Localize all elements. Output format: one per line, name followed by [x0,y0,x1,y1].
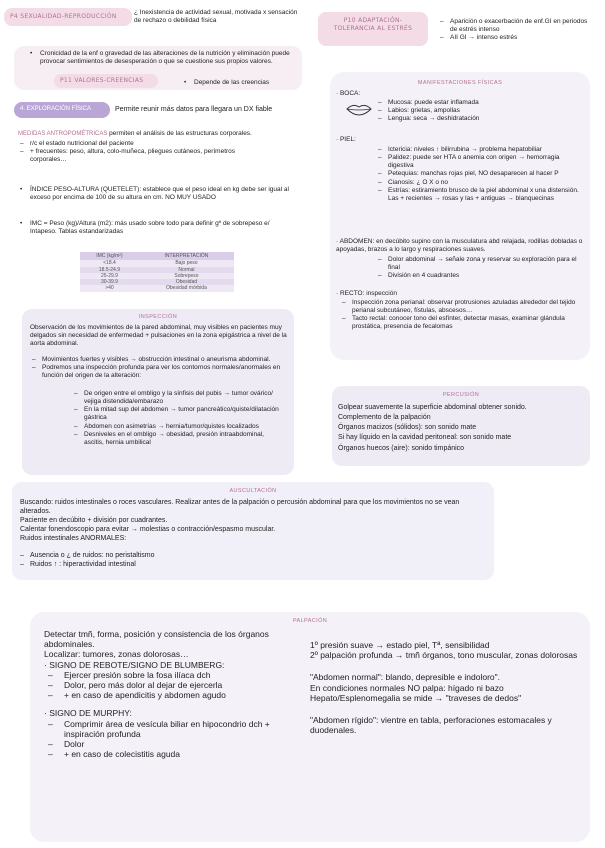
exploracion-intro: Permite reunir más datos para llegara un DX fiable [115,106,273,113]
table-header: IMC (kg/m²) [96,253,123,259]
table-row: 25-29.9 Sobrepeso [80,273,234,279]
palpacion-right-line: "Abdomen rígido": vientre en tabla, perforaciones estomacales y duodenales. [310,714,552,736]
imc-table [80,252,234,292]
lips-icon [346,102,372,119]
list-item: – Ruidos ↑ : hiperactividad intestinal [20,561,320,570]
list-item: – División en 4 cuadrantes [378,272,582,280]
percusion-line: Si hay líquido en la cavidad peritoneal: son sonido mate [338,434,512,442]
list-item: – Dolor [48,739,304,749]
table-row: >40 Obesidad mórbida [80,285,234,291]
medidas-title: MEDIDAS ANTROPOMÉTRICAS [18,131,108,137]
tag-valores: P11 VALORES-CREENCIAS [54,74,158,88]
percusion-line: Órganos macizos (sólidos): son sonido mate [338,424,477,432]
list-item: – Lengua: seca → deshidratación [378,115,578,123]
medidas-block [18,130,308,139]
list-item: – Tacto rectal: conocer tono del esfínter, detectar masas, examinar glándula prostática, presencia de fecalomas [342,315,586,331]
list-item: – En la mitad sup del abdomen → tumor pancreático/quiste/dilatación gástrica [74,406,284,422]
percusion-title: PERCUSIÓN [442,392,480,398]
list-item: – + en caso de apendicitis y abdomen agudo [48,690,304,700]
auscultacion-title: AUSCULTACIÓN [229,488,277,494]
table-row: 18.5-24.9 Normal [80,267,234,273]
list-item: – r/c el estado nutricional del paciente [20,140,270,148]
piel-label: · PIEL: [336,136,356,143]
medidas-list [20,140,270,164]
murphy-list [44,719,304,760]
palpacion-left [44,629,304,759]
tag-exploracion: 4. EXPLORACIÓN FÍSICA [14,102,110,118]
blumberg-title: · SIGNO DE REBOTE/SIGNO DE BLUMBERG: [44,659,225,670]
list-item: – Dolor, pero más dolor al dejar de ejercerla [48,680,304,690]
auscultacion-line: Ruidos intestinales ANORMALES: [20,535,127,543]
palpacion-intro: Detectar tmñ, forma, posición y consistencia de los órganos abdominales. [44,629,269,650]
inspeccion-list [32,356,282,380]
recto-text: · RECTO: inspección [336,290,397,297]
list-item: – Ictericia: niveles ↑ bilirrubina → problema hepatobiliar [378,146,582,154]
list-item: – De origen entre el ombligo y la sínfisis del pubis → tumor ovárico/ vejiga distendida/embarazo [74,390,284,406]
manifestaciones-title: MANIFESTACIONES FÍSICAS [417,80,503,86]
inspeccion-title: INSPECCIÓN [138,314,178,320]
list-item: – Comprimir área de vesícula biliar en hipocondrio dch + inspiración profunda [48,719,304,739]
list-item: – Estrías: estiramiento brusco de la piel abdominal x una distensión. Las + recientes → rosas y las + antiguas → blanquecinas [378,187,582,203]
tag-sexualidad: P4 SEXUALIDAD-REPRODUCCIÓN [4,8,132,26]
list-item: – Desniveles en el ombligo → obesidad, presión intraabdominal, ascitis, hernia umbilical [74,431,284,447]
palpacion-right [310,640,580,735]
medidas-text: permiten el análisis de las estructuras corporales. [109,130,252,137]
auscultacion-list [20,552,320,570]
list-item: – + frecuentes: peso, altura, colo-muñeca, pliegues cutáneos, perímetros corporales… [20,148,270,164]
list-item: – Aparición o exacerbación de enf.GI en periodos de estrés intenso [440,18,590,34]
piel-list [378,146,582,203]
list-item: – + en caso de colecistitis aguda [48,749,304,759]
list-item: – Ausencia o ¿ de ruidos: no peristaltismo [20,552,320,561]
table-row: 30-39.9 Obesidad [80,279,234,285]
table-row: <18.4 Bajo peso [80,260,234,266]
list-item: – Petequias: manchas rojas piel, NO desaparecen al hacer P [378,170,582,178]
auscultacion-line: Calentar fonendoscopio para evitar → molestias o contracción/espasmo muscular. [20,526,276,534]
list-item: – Labios: grietas, ampollas [378,107,578,115]
table-header: INTERPRETACIÓN [164,253,209,259]
list-item: – Movimientos fuertes y visibles → obstrucción intestinal o aneurisma abdominal. [32,356,282,364]
palpacion-right-line: En condiciones normales NO palpa: hígado ni bazo [310,682,504,693]
list-item: – Ejercer presión sobre la fosa ilíaca dch [48,670,304,680]
list-item: – Mucosa: puede estar inflamada [378,99,578,107]
inspeccion-sublist [74,390,284,447]
indice-text: • ÍNDICE PESO-ALTURA (QUETELET): establece que el peso ideal en kg debe ser igual al exceso por encima de 100 de su altura en cm. NO MUY USADO [20,186,290,202]
palpacion-loc: Localizar: tumores, zonas dolorosas… [44,649,189,660]
tag-adaptacion: P10 ADAPTACIÓN-TOLERANCIA AL ESTRÉS [318,12,428,46]
boca-list [378,99,578,123]
blumberg-list [44,670,304,701]
valores-text: • Cronicidad de la enf o gravedad de las alteraciones de la nutrición y eliminación puede provocar sentimientos de desesperación o que se cuestione sus propios valores. [30,50,292,66]
list-item: – AII GI → intenso estrés [440,34,590,42]
abdomen-list [378,256,582,280]
auscultacion-line: Paciente en decúbito + división por cuadrantes. [20,517,168,525]
percusion-line: Complemento de la palpación [338,414,431,422]
auscultacion-lines [20,498,488,543]
sexualidad-text: ¿ Inexistencia de actividad sexual, motivada x sensación de rechazo o debilidad física [134,9,298,25]
palpacion-right-line: 1º presión suave → estado piel, Tª, sensibilidad [310,640,490,650]
imc-text: • IMC = Peso (kg)/Altura (m2): más usado sobre todo para definir gº de sobrepeso e/ Intapeso. Tablas estandarizadas [20,220,298,236]
list-item: – Cianosis: ¿ O X o no [378,179,582,187]
percusion-lines [338,403,588,454]
palpacion-right-line: Hepato/Esplenomegalia se mide → "traveses de dedos" [310,692,522,703]
list-item: – Inspección zona perianal: observar protrusiones azuladas alrededor del tejido perianal subcutáneo, fístulas, abscesos… [342,299,586,315]
murphy-title: · SIGNO DE MURPHY: [44,708,132,719]
palpacion-title: PALPACIÓN [292,618,328,624]
inspeccion-text: Observación de los movimientos de la pared abdominal, muy visibles en pacientes muy delgados sin necesidad de enfermedad + pulsaciones en la zona epigástrica a nivel de la aorta abdominal. [30,324,287,348]
percusion-line: Órganos huecos (aire): sonido timpánico [338,444,465,452]
palpacion-right-line: "Abdomen normal": blando, depresible e indoloro". [310,672,501,683]
list-item: – Palidez: puede ser HTA o anemia con origen → hemorragia digestiva [378,154,582,170]
auscultacion-line: Buscando: ruidos intestinales o roces vasculares. Realizar antes de la palpación o percusión abdominal para que los movimientos no se vean alterados. [20,499,460,516]
list-item: – Dolor abdominal → señale zona y reservar su exploración para el final [378,256,582,272]
valores-creencias-text: • Depende de las creencias [184,79,304,87]
percusion-line: Golpear suavemente la superficie abdominal obtener sonido. [338,404,527,411]
adaptacion-list [440,18,590,42]
boca-label: · BOCA: [336,90,361,97]
list-item: – Podremos una inspección profunda para ver los contornos normales/anormales en función del origen de la alteración: [32,364,282,380]
list-item: – Abdomen con asimetrías → hernia/tumor/quistes localizados [74,423,284,431]
abdomen-text: · ABDOMEN: en decúbito supino con la musculatura abd relajada, rodillas dobladas o apoyadas, brazos a lo largo y respiraciones suaves. [336,238,583,254]
palpacion-right-line: 2º palpación profunda → tmñ órganos, tono muscular, zonas dolorosas [310,650,578,661]
recto-list [342,299,586,332]
